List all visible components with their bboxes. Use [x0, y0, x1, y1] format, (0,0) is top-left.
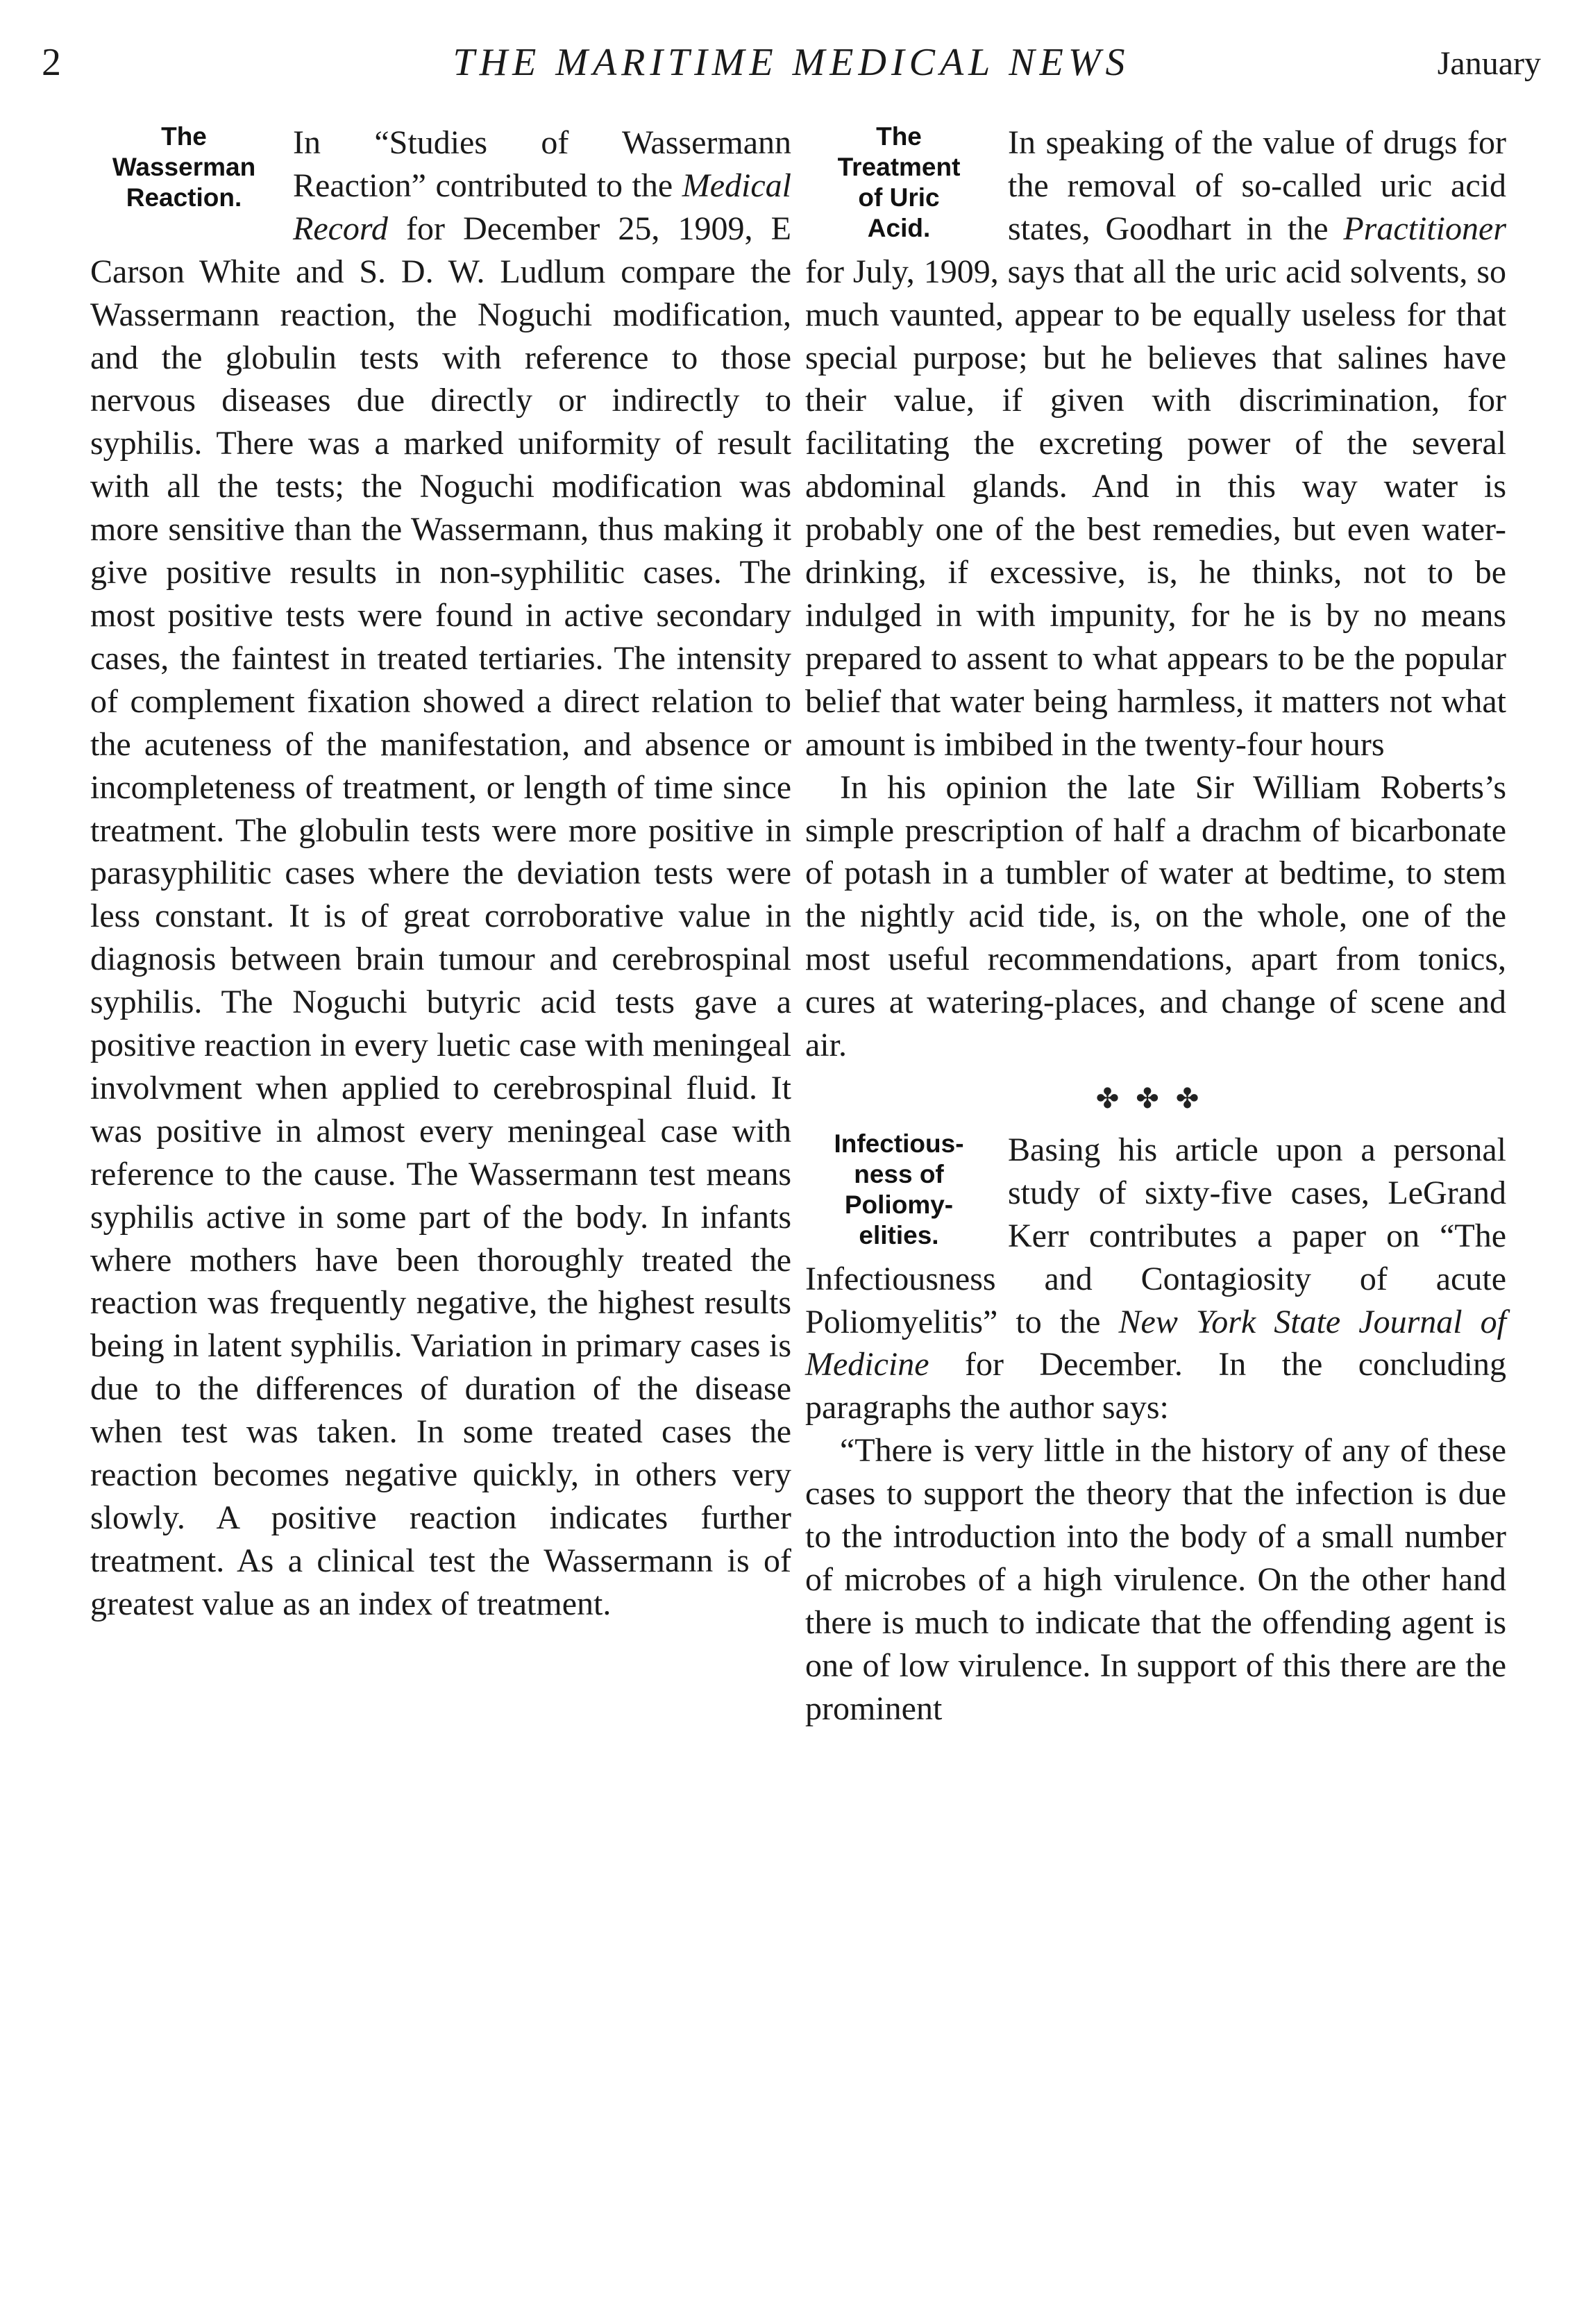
sidehead-line: Wasserman — [112, 153, 256, 181]
article-text: for December 25, 1909, E Carson White and S. D. W. Ludlum compare the Wassermann reaction, the Noguchi modification, and the globulin tests with reference to those nervous diseases due directly or indirectly to syphilis. There was a marked uniformity of result with all the tests; the Noguchi modification was more sensitive than the Wassermann, thus making it give positive results in non-syphilitic cases. The most positive tests were found in active secondary cases, the faintest in treated tertiaries. The intensity of complement fixation showed a direct relation to the acuteness of the manifestation, and absence or incompleteness of treatment, or length of time since treatment. The globulin tests were more positive in parasyphilitic cases where the deviation tests were less constant. It is of great corroborative value in diagnosis between brain tumour and cerebrospinal syphilis. The Noguchi butyric acid tests gave a positive reaction in every luetic case with meningeal involvment when applied to cerebrospinal fluid. It was positive in almost every meningeal case with reference to the cause. The Wassermann test means syphilis active in some part of the body. In infants where mothers have been thoroughly treated the reaction was frequently negative, the highest results being in latent syphilis. Variation in primary cases is due to the differences of duration of the disease when test was taken. In some treated cases the reaction becomes negative quickly, in others very slowly. A positive reaction indicates further treatment. As a clinical test the Wassermann is of greatest value as an index of treatment. — [90, 210, 791, 1622]
article-text: for July, 1909, says that all the uric acid solvents, so much vaunted, appear to be equally useless for that special purpose; but he believes that salines have their value, if given with discrimination, for facilitating the excreting power of the several abdominal glands. And in this way water is probably one of the best remedies, but even water-drinking, if excessive, is, he thinks, not to be indulged in with impunity, for he is by no means prepared to assent to what appears to be the popular belief that water being harmless, it matters not what amount is imbibed in the twenty-four hours — [805, 253, 1506, 763]
article-text: Basing his article upon a personal study of sixty-five cases, LeGrand Kerr contributes a paper on “The Infectiousness and Contagiosity of acute Poliomyelitis” to the — [805, 1131, 1506, 1340]
sidehead-line: Acid. — [867, 214, 931, 242]
sidehead-line: of Uric — [858, 183, 940, 212]
sidehead-line: The — [161, 122, 207, 151]
article-wasserman-reaction — [90, 121, 791, 1626]
article-text: In “Studies of Wassermann Reaction” contributed to the — [293, 124, 791, 204]
sidehead-line: Infectious- — [834, 1129, 964, 1158]
article-uric-acid — [805, 121, 1506, 766]
sidehead-line: elities. — [859, 1220, 939, 1249]
sidehead-line: The — [876, 122, 922, 151]
issue-month: January — [1437, 45, 1541, 82]
sidehead-line: ness of — [854, 1159, 944, 1188]
journal-title: THE MARITIME MEDICAL NEWS — [453, 41, 1130, 84]
page-number: 2 — [42, 41, 61, 84]
journal-citation: New York State Journal of Medicine — [805, 1303, 1506, 1383]
article-text: In speaking of the value of drugs for the removal of so-called uric acid states, Goodhart in the — [1008, 124, 1506, 247]
sidehead-line: Reaction. — [126, 183, 242, 212]
left-column — [90, 121, 791, 1626]
journal-citation: Practitioner — [1343, 210, 1506, 247]
page-header — [42, 40, 1541, 96]
right-column — [805, 121, 1506, 1731]
sidehead-line: Treatment — [837, 153, 961, 181]
article-poliomyelitis — [805, 1129, 1506, 1429]
article-quote-paragraph: “There is very little in the history of any of these cases to support the theory that the infection is due to the introduction into the body of a small number of microbes of a high virulence. On the other hand there is much to indicate that the offending agent is one of low virulence. In support of this there are the prominent — [805, 1432, 1506, 1727]
sidehead-uric-acid — [805, 121, 993, 244]
journal-citation: Medical Record — [293, 167, 791, 247]
article-paragraph: In his opinion the late Sir William Roberts’s simple prescription of half a drachm of bicarbonate of potash in a tumbler of water at bedtime, to stem the nightly acid tide, is, on the whole, one of the most useful recommendations, apart from tonics, cures at watering-places, and change of scene and air. — [805, 768, 1506, 1064]
article-text: for December. In the concluding paragraphs the author says: — [805, 1346, 1506, 1426]
sidehead-wasserman-reaction — [90, 121, 278, 213]
sidehead-poliomyelitis — [805, 1129, 993, 1251]
sidehead-line: Poliomy- — [844, 1190, 954, 1219]
section-separator-ornament: ✤✤✤ — [1095, 1082, 1216, 1114]
